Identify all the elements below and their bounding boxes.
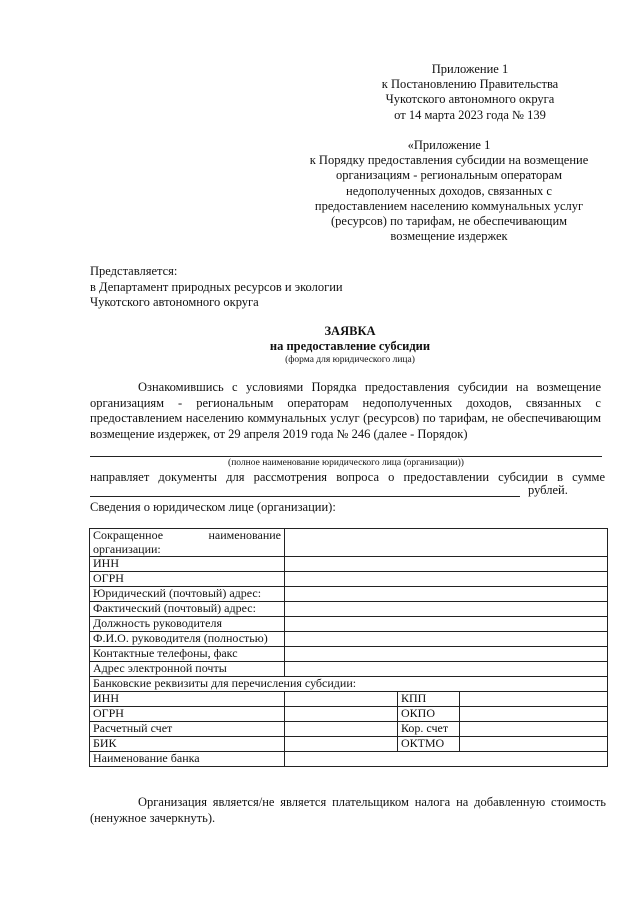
- bank-name-label: Наименование банка: [90, 752, 285, 767]
- bank-field-label: ОКПО: [398, 707, 460, 722]
- table-row: [90, 722, 608, 737]
- bank-field-label: БИК: [90, 737, 285, 752]
- table-row: [90, 707, 608, 722]
- org-name-note: (полное наименование юридического лица (организации)): [228, 458, 464, 468]
- header-line: «Приложение 1: [407, 138, 491, 152]
- field-value[interactable]: [285, 587, 608, 602]
- field-label: Фактический (почтовый) адрес:: [90, 602, 285, 617]
- recipient-line: Представляется:: [90, 264, 178, 278]
- bank-header: Банковские реквизиты для перечисления субсидии:: [90, 677, 608, 692]
- amount-paragraph: направляет документы для рассмотрения вопроса о предоставлении субсидии в сумме: [90, 470, 605, 484]
- table-row: [90, 692, 608, 707]
- header-line: Чукотского автономного округа: [385, 92, 555, 107]
- header-line: к Постановлению Правительства: [381, 77, 559, 92]
- org-name-line: [90, 456, 602, 457]
- field-label: Должность руководителя: [90, 617, 285, 632]
- table-row: [90, 752, 608, 767]
- bank-name-value[interactable]: [285, 752, 608, 767]
- header-line: недополученных доходов, связанных с: [346, 183, 552, 198]
- field-value[interactable]: [285, 572, 608, 587]
- field-label: Ф.И.О. руководителя (полностью): [90, 632, 285, 647]
- header-line: возмещение издержек: [390, 229, 508, 244]
- field-value[interactable]: [285, 632, 608, 647]
- recipient-block: [90, 264, 343, 311]
- bank-field-value[interactable]: [285, 737, 398, 752]
- table-row: [90, 677, 608, 692]
- table-row: [90, 617, 608, 632]
- document-title: [90, 324, 610, 368]
- field-label: ОГРН: [90, 572, 285, 587]
- header-line: организациям - региональным операторам: [336, 168, 562, 183]
- field-value[interactable]: [285, 662, 608, 677]
- field-value[interactable]: [285, 557, 608, 572]
- title-main: ЗАЯВКА: [324, 324, 376, 338]
- field-label: Сокращенное наименование организации:: [90, 529, 285, 557]
- table-row: [90, 557, 608, 572]
- header-line: предоставлением населению коммунальных услуг: [314, 198, 584, 213]
- field-value[interactable]: [285, 529, 608, 557]
- table-row: [90, 737, 608, 752]
- table-row: [90, 529, 608, 557]
- bank-field-label: ОКТМО: [398, 737, 460, 752]
- amount-unit: рублей.: [528, 483, 568, 497]
- header-line: (ресурсов) по тарифам, не обеспечивающим: [330, 214, 568, 229]
- field-label: ИНН: [90, 557, 285, 572]
- field-label: Юридический (почтовый) адрес:: [90, 587, 285, 602]
- field-value[interactable]: [285, 602, 608, 617]
- recipient-line: в Департамент природных ресурсов и экологии: [90, 279, 343, 294]
- org-info-table: [89, 528, 608, 767]
- bank-field-value[interactable]: [460, 737, 608, 752]
- bank-field-value[interactable]: [460, 692, 608, 707]
- table-row: [90, 662, 608, 677]
- field-label: Адрес электронной почты: [90, 662, 285, 677]
- bank-field-label: ИНН: [90, 692, 285, 707]
- bank-field-label: Кор. счет: [398, 722, 460, 737]
- bank-field-value[interactable]: [285, 707, 398, 722]
- header-line: Приложение 1: [431, 62, 509, 76]
- header-approval: [330, 62, 610, 123]
- bank-field-label: КПП: [398, 692, 460, 707]
- title-sub: на предоставление субсидии: [269, 338, 431, 353]
- bank-field-value[interactable]: [460, 722, 608, 737]
- table-row: [90, 602, 608, 617]
- bank-field-value[interactable]: [285, 692, 398, 707]
- table-row: [90, 572, 608, 587]
- vat-paragraph: Организация является/не является плательщиком налога на добавленную стоимость (ненужное зачеркнуть).: [90, 795, 606, 825]
- header-line: от 14 марта 2023 года № 139: [394, 107, 546, 122]
- bank-field-label: ОГРН: [90, 707, 285, 722]
- field-value[interactable]: [285, 647, 608, 662]
- table-row: [90, 647, 608, 662]
- table-row: [90, 632, 608, 647]
- bank-field-value[interactable]: [285, 722, 398, 737]
- field-value[interactable]: [285, 617, 608, 632]
- org-info-heading: Сведения о юридическом лице (организации):: [90, 500, 336, 514]
- table-row: [90, 587, 608, 602]
- recipient-line: Чукотского автономного округа: [90, 295, 259, 309]
- header-appendix: [294, 138, 604, 244]
- bank-field-value[interactable]: [460, 707, 608, 722]
- intro-paragraph: Ознакомившись с условиями Порядка предоставления субсидии на возмещение организациям - региональным операторам недополученных доходов, связанных с предоставлением населению коммунальных услуг (ресурсов) по тарифам, не обеспечивающим возмещение издержек, от 29 апреля 2019 года № 246 (далее - Порядок): [90, 380, 601, 441]
- bank-field-label: Расчетный счет: [90, 722, 285, 737]
- field-label: Контактные телефоны, факс: [90, 647, 285, 662]
- header-line: к Порядку предоставления субсидии на возмещение: [309, 153, 589, 168]
- title-form: (форма для юридического лица): [285, 355, 415, 365]
- amount-line: [90, 496, 520, 497]
